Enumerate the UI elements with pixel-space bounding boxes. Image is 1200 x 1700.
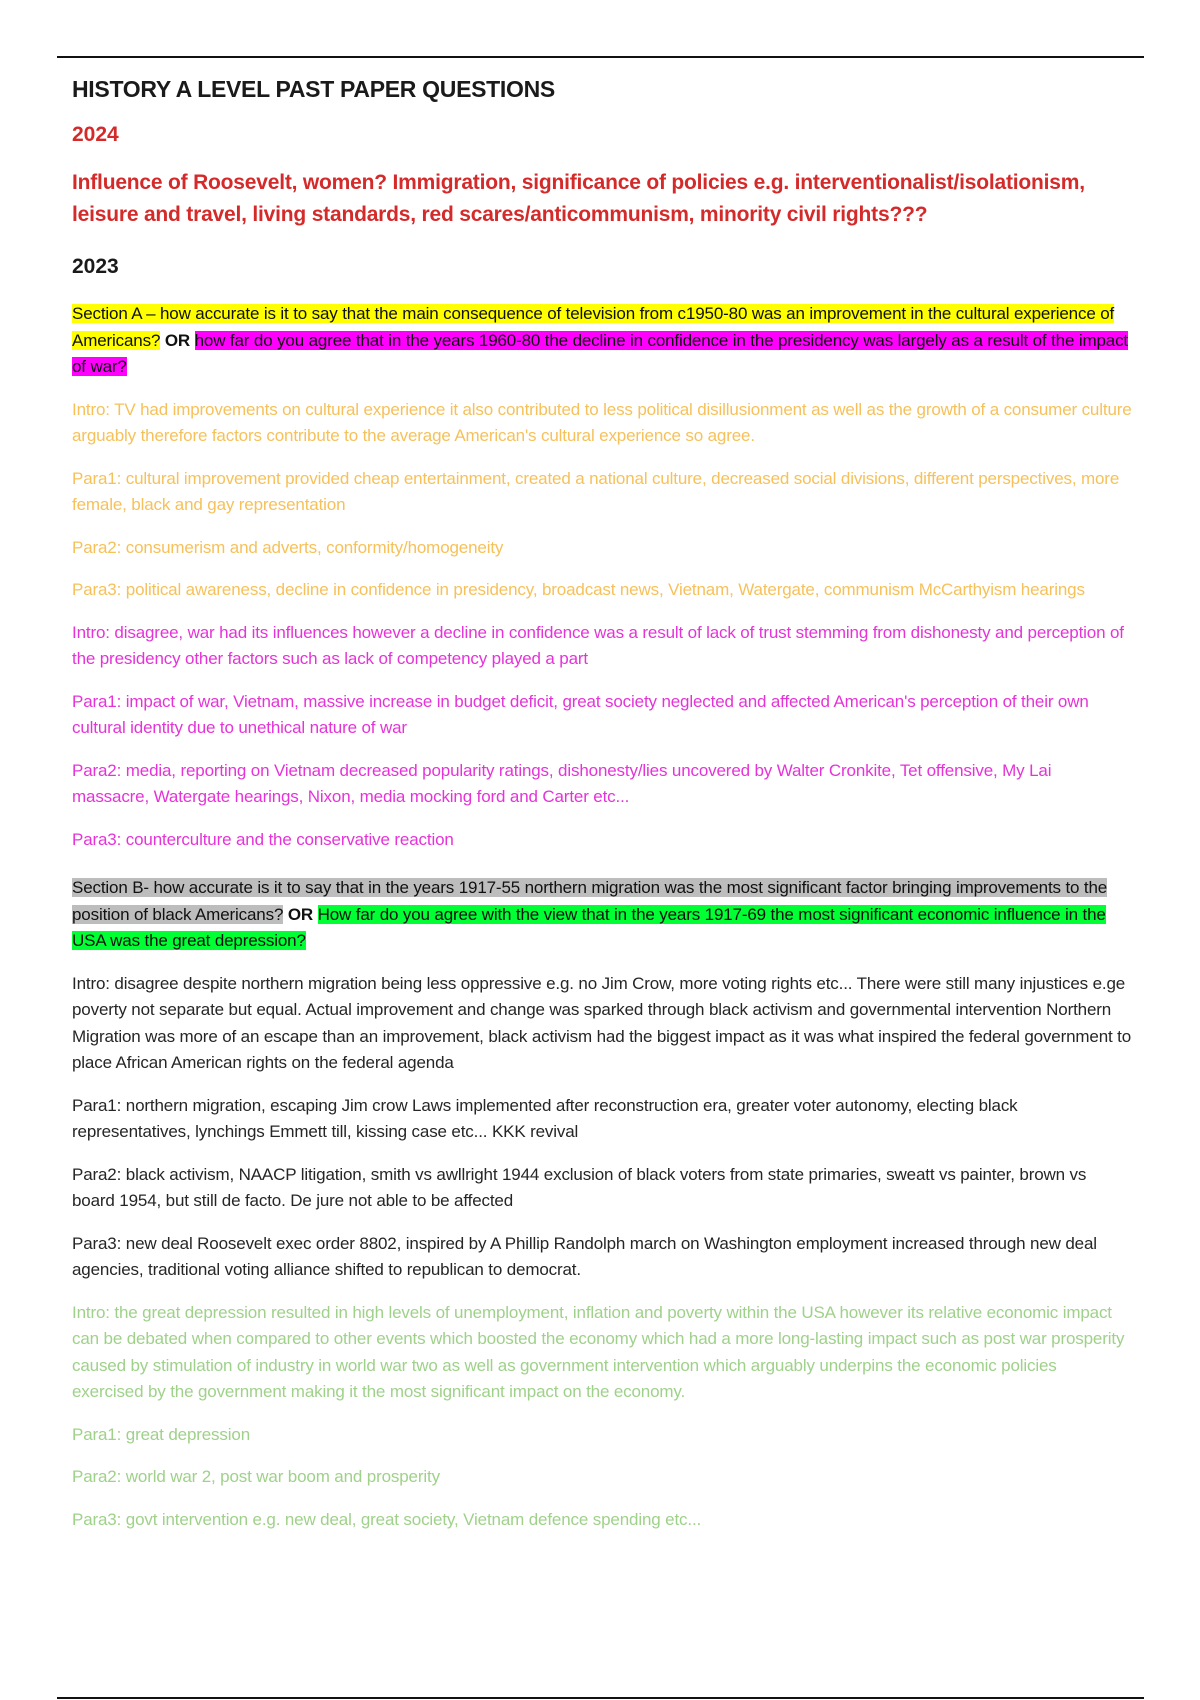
section-a-questions [72,301,1132,381]
migration-intro: Intro: disagree despite northern migration being less oppressive e.g. no Jim Crow, more voting rights etc... There were still many injustices e.ge poverty not separate but equal. Actual improvement and change was sparked through black activism and governmental intervention Northern Migration was more of an escape than an improvement, black activism had the biggest impact as it was what inspired the federal government to place African American rights on the federal agenda [72,973,1132,1072]
section-b-question-1: Section B- how accurate is it to say that in the years 1917-55 northern migration was the most significant factor bringing improvements to the position of black Americans? [72,878,1108,924]
section-b-questions [72,875,1132,955]
bottom-rule [57,1697,1144,1699]
tv-para1: Para1: cultural improvement provided cheap entertainment, created a national culture, decreased social divisions, different perspectives, more female, black and gay representation [72,468,1120,514]
or-separator: OR [164,330,191,350]
document-body [72,72,1132,1533]
top-rule [57,56,1144,58]
depression-para2: Para2: world war 2, post war boom and prosperity [72,1467,440,1486]
or-separator: OR [287,904,314,924]
presidency-para3: Para3: counterculture and the conservative reaction [72,829,454,849]
tv-intro: Intro: TV had improvements on cultural experience it also contributed to less political disillusionment as well as the growth of a consumer culture arguably therefore factors contribute to the average American's cultural experience so agree. [72,399,1132,445]
section-b-question-2: How far do you agree with the view that in the years 1917-69 the most significant economic influence in the USA was the great depression? [72,904,1106,950]
tv-para2: Para2: consumerism and adverts, conformity/homogeneity [72,537,504,557]
depression-para1: Para1: great depression [72,1424,250,1444]
year-2023-heading: 2023 [72,255,119,278]
year-2024-heading: 2024 [72,123,119,146]
section-a-question-1: Section A – how accurate is it to say that the main consequence of television from c1950-80 was an improvement in the cultural experience of Americans? [72,304,1115,350]
migration-para1: Para1: northern migration, escaping Jim crow Laws implemented after reconstruction era, greater voter autonomy, electing black representatives, lynchings Emmett till, kissing case etc... KKK revival [72,1095,1018,1141]
topics-2024: Influence of Roosevelt, women? Immigration, significance of policies e.g. interventionalist/isolationism, leisure and travel, living standards, red scares/anticommunism, minority civil rights??? [72,171,1085,226]
migration-para3: Para3: new deal Roosevelt exec order 8802, inspired by A Phillip Randolph march on Washington employment increased through new deal agencies, traditional voting alliance shifted to republican to democrat. [72,1233,1097,1279]
section-a-question-2: how far do you agree that in the years 1960-80 the decline in confidence in the presidency was largely as a result of the impact of war? [72,330,1128,376]
migration-para2: Para2: black activism, NAACP litigation, smith vs awllright 1944 exclusion of black voters from state primaries, sweatt vs painter, brown vs board 1954, but still de facto. De jure not able to be affected [72,1164,1087,1210]
depression-intro: Intro: the great depression resulted in high levels of unemployment, inflation and poverty within the USA however its relative economic impact can be debated when compared to other events which boosted the economy which had a more long-lasting impact such as post war prosperity caused by stimulation of industry in world war two as well as government intervention which arguably underpins the economic policies exercised by the government making it the most significant impact on the economy. [72,1302,1125,1401]
depression-para3: Para3: govt intervention e.g. new deal, great society, Vietnam defence spending etc... [72,1509,702,1529]
presidency-para2: Para2: media, reporting on Vietnam decreased popularity ratings, dishonesty/lies uncovered by Walter Cronkite, Tet offensive, My Lai massacre, Watergate hearings, Nixon, media mocking ford and Carter etc... [72,760,1052,806]
tv-para3: Para3: political awareness, decline in confidence in presidency, broadcast news, Vietnam, Watergate, communism McCarthyism hearings [72,580,1085,599]
document-title: HISTORY A LEVEL PAST PAPER QUESTIONS [72,76,555,102]
presidency-intro: Intro: disagree, war had its influences however a decline in confidence was a result of lack of trust stemming from dishonesty and perception of the presidency other factors such as lack of competency played a part [72,622,1124,668]
presidency-para1: Para1: impact of war, Vietnam, massive increase in budget deficit, great society neglected and affected American's perception of their own cultural identity due to unethical nature of war [72,691,1089,737]
